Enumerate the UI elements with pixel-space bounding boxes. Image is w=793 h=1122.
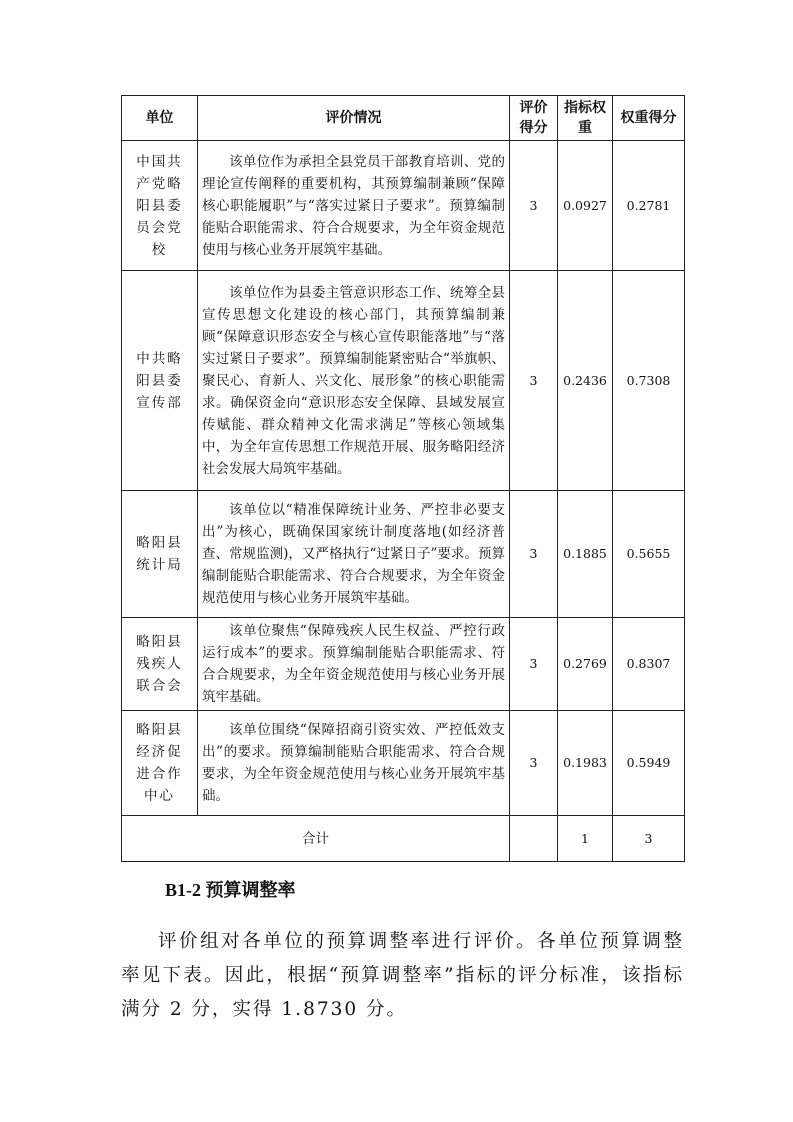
score-cell: 3 xyxy=(510,141,558,271)
score-cell: 3 xyxy=(510,618,558,711)
table-row xyxy=(122,141,685,271)
weight-cell: 0.1983 xyxy=(558,711,613,816)
weighted-cell: 0.7308 xyxy=(613,271,685,491)
desc-text: 该单位作为县委主管意识形态工作、统筹全县宣传思想文化建设的核心部门，其预算编制兼顾“保障意识形态安全与核心宣传职能落地”与“落实过紧日子要求”。预算编制能紧密贴合“举旗帜、聚民心、育新人、兴文化、展形象”的核心职能需求。确保资金向“意识形态安全保障、县域发展宣传赋能、群众精神文化需求满足”等核心领域集中，为全年宣传思想工作规范开展、服务略阳经济社会发展大局筑牢基础。 xyxy=(202,284,505,477)
table-header-row xyxy=(122,96,685,141)
header-weighted-score: 权重得分 xyxy=(613,96,685,141)
desc-text: 该单位以“精准保障统计业务、严控非必要支出”为核心，既确保国家统计制度落地(如经济普查、常规监测)，又严格执行“过紧日子”要求。预算编制能贴合职能需求、符合合规要求，为全年资金规范使用与核心业务开展筑牢基础。 xyxy=(202,502,505,606)
weighted-cell: 0.8307 xyxy=(613,618,685,711)
desc-cell xyxy=(198,271,510,491)
weighted-cell: 0.2781 xyxy=(613,141,685,271)
desc-text: 该单位作为承担全县党员干部教育培训、党的理论宣传阐释的重要机构，其预算编制兼顾“保障核心职能履职”与“落实过紧日子要求”。预算编制能贴合职能需求、符合合规要求，为全年资金规范使用与核心业务开展筑牢基础。 xyxy=(202,153,505,258)
unit-cell: 中共略阳县委宣传部 xyxy=(122,271,198,491)
desc-cell xyxy=(198,711,510,816)
table-row xyxy=(122,271,685,491)
weight-cell: 0.1885 xyxy=(558,491,613,618)
desc-text: 该单位围绕“保障招商引资实效、严控低效支出”的要求。预算编制能贴合职能需求、符合合规要求，为全年资金规范使用与核心业务开展筑牢基础。 xyxy=(202,722,505,804)
desc-text: 该单位聚焦“保障残疾人民生权益、严控行政运行成本”的要求。预算编制能贴合职能需求、符合合规要求，为全年资金规范使用与核心业务开展筑牢基础。 xyxy=(202,623,505,705)
total-weight: 1 xyxy=(558,816,613,862)
unit-cell: 中国共产党略阳县委员会党校 xyxy=(122,141,198,271)
score-cell: 3 xyxy=(510,491,558,618)
table-row xyxy=(122,711,685,816)
desc-cell xyxy=(198,618,510,711)
total-weighted: 3 xyxy=(613,816,685,862)
paragraph-text: 评价组对各单位的预算调整率进行评价。各单位预算调整率见下表。因此，根据“预算调整率”指标的评分标准，该指标满分 2 分，实得 1.8730 分。 xyxy=(121,931,684,1020)
total-row xyxy=(122,816,685,862)
weighted-cell: 0.5655 xyxy=(613,491,685,618)
unit-cell: 略阳县残疾人联合会 xyxy=(122,618,198,711)
weighted-cell: 0.5949 xyxy=(613,711,685,816)
evaluation-table xyxy=(121,95,685,862)
table-row xyxy=(122,491,685,618)
weight-cell: 0.2769 xyxy=(558,618,613,711)
weight-cell: 0.2436 xyxy=(558,271,613,491)
header-unit: 单位 xyxy=(122,96,198,141)
table-row xyxy=(122,618,685,711)
unit-cell: 略阳县统计局 xyxy=(122,491,198,618)
section-heading: B1-2 预算调整率 xyxy=(165,880,296,900)
header-evaluation: 评价情况 xyxy=(198,96,510,141)
desc-cell xyxy=(198,491,510,618)
desc-cell xyxy=(198,141,510,271)
total-label: 合计 xyxy=(122,816,510,862)
section-paragraph xyxy=(121,925,684,1027)
total-score xyxy=(510,816,558,862)
score-cell: 3 xyxy=(510,271,558,491)
header-weight: 指标权重 xyxy=(558,96,613,141)
unit-cell: 略阳县经济促进合作中心 xyxy=(122,711,198,816)
header-score: 评价得分 xyxy=(510,96,558,141)
weight-cell: 0.0927 xyxy=(558,141,613,271)
score-cell: 3 xyxy=(510,711,558,816)
